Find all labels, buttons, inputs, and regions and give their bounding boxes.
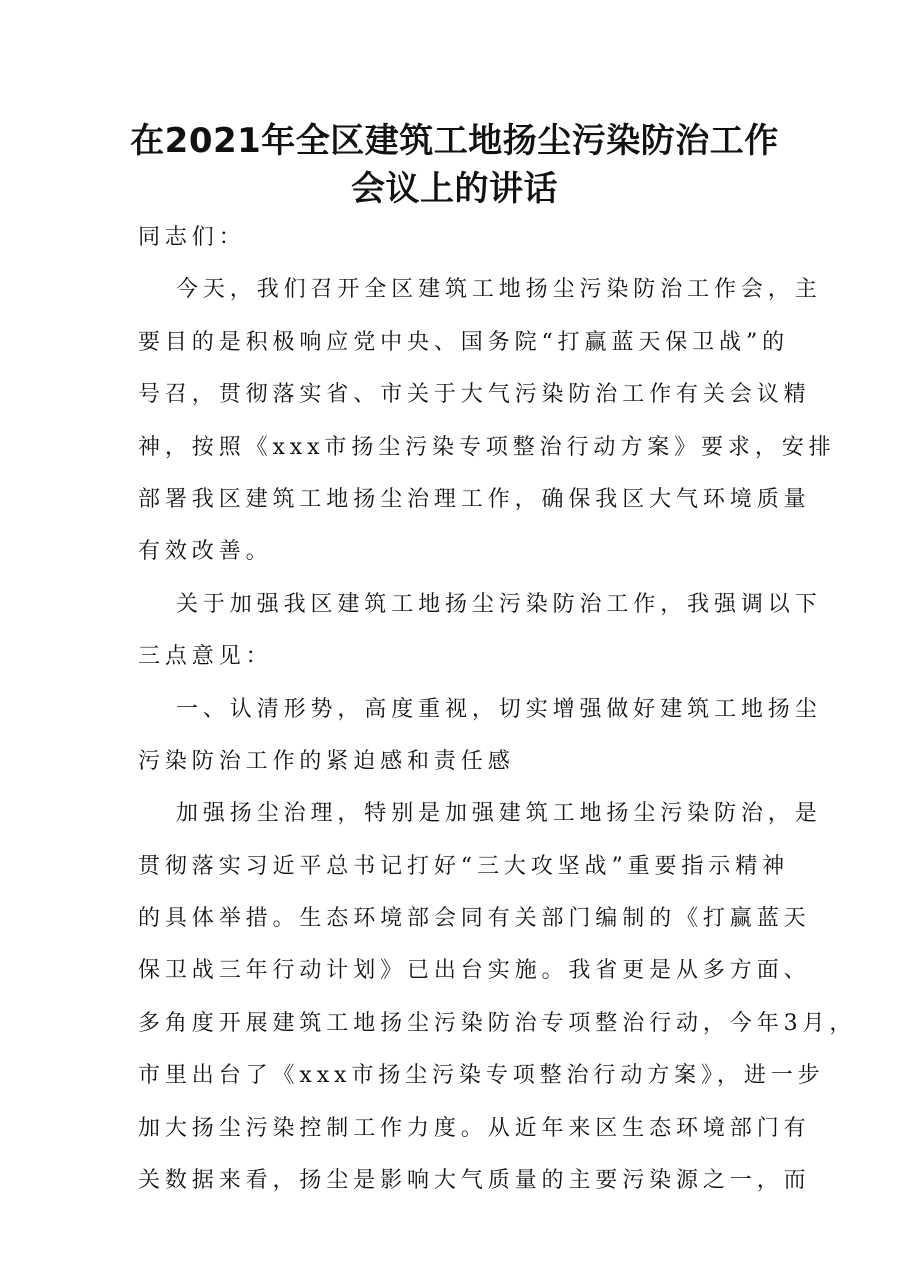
body-line: 市里出台了《xxx市扬尘污染专项整治行动方案》，进一步 (138, 1063, 825, 1089)
body-line: 要目的是积极响应党中央、国务院“打赢蓝天保卫战”的 (138, 329, 789, 355)
body-line: 加大扬尘污染控制工作力度。从近年来区生态环境部门有 (138, 1115, 811, 1141)
body-line: 多角度开展建筑工地扬尘污染防治专项整治行动，今年3月， (138, 1010, 857, 1036)
body-line: 一、认清形势，高度重视，切实增强做好建筑工地扬尘 (176, 696, 822, 722)
body-line: 保卫战三年行动计划》已出台实施。我省更是从多方面、 (138, 958, 811, 984)
body-line: 神，按照《xxx市扬尘污染专项整治行动方案》要求，安排 (138, 434, 836, 460)
body-line: 号召，贯彻落实省、市关于大气污染防治工作有关会议精 (138, 382, 811, 408)
body-line: 加强扬尘治理，特别是加强建筑工地扬尘污染防治，是 (176, 801, 822, 827)
body-line: 关于加强我区建筑工地扬尘污染防治工作，我强调以下 (176, 591, 822, 617)
body-line: 有效改善。 (138, 539, 273, 565)
document-title-line-1: 在2021年全区建筑工地扬尘污染防治工作 (130, 121, 779, 161)
body-line: 三点意见： (138, 644, 273, 670)
document-title-line-2: 会议上的讲话 (351, 169, 558, 209)
body-line: 部署我区建筑工地扬尘治理工作，确保我区大气环境质量 (138, 486, 811, 512)
body-line: 的具体举措。生态环境部会同有关部门编制的《打赢蓝天 (138, 906, 811, 932)
body-line: 贯彻落实习近平总书记打好“三大攻坚战”重要指示精神 (138, 853, 789, 879)
body-line: 污染防治工作的紧迫感和责任感 (138, 748, 515, 774)
document-body (138, 212, 857, 1207)
body-line: 今天，我们召开全区建筑工地扬尘污染防治工作会，主 (176, 277, 822, 303)
body-line: 同志们： (138, 225, 246, 250)
body-line: 关数据来看，扬尘是影响大气质量的主要污染源之一，而 (138, 1168, 811, 1194)
